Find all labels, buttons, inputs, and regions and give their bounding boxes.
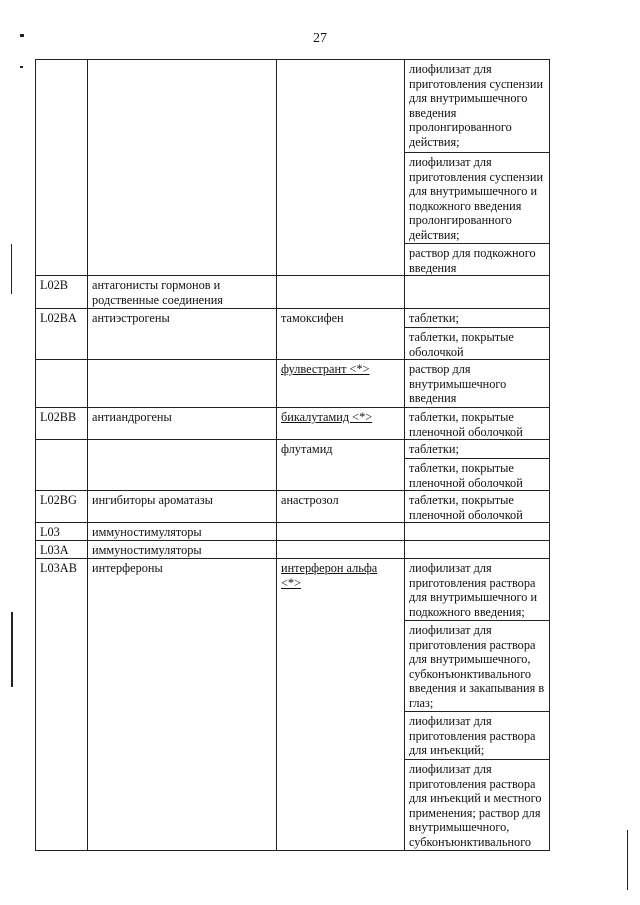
- drug-cell: бикалутамид <*>: [277, 408, 405, 440]
- dosage-form-cell: раствор для внутримышечного введения: [405, 360, 550, 408]
- atc-code-cell: L02B: [36, 276, 88, 309]
- dosage-form-cell: лиофилизат для приготовления раствора для внутримышечного и подкожного введения;: [405, 559, 550, 621]
- dosage-form-cell: таблетки, покрытые пленочной оболочкой: [405, 408, 550, 440]
- atc-code-cell: L02BA: [36, 309, 88, 360]
- drug-cell: [277, 60, 405, 276]
- scan-mark: [11, 244, 12, 294]
- drug-cell: интерферон альфа <*>: [277, 559, 405, 851]
- atc-code-cell: L03: [36, 523, 88, 541]
- scan-mark: [20, 34, 24, 37]
- dosage-form-cell: [405, 523, 550, 541]
- medicines-table: [35, 59, 550, 851]
- atc-code-cell: L03A: [36, 541, 88, 559]
- table-row: [36, 541, 550, 559]
- atc-code-cell: L03AB: [36, 559, 88, 851]
- table-row: [36, 276, 550, 309]
- atc-code-cell: [36, 60, 88, 276]
- table-row: [36, 360, 550, 408]
- dosage-form-cell: раствор для подкожного введения: [405, 244, 550, 276]
- group-cell: антагонисты гормонов и родственные соединения: [88, 276, 277, 309]
- table-row: [36, 309, 550, 328]
- drug-cell: [277, 276, 405, 309]
- dosage-form-cell: таблетки;: [405, 440, 550, 459]
- group-cell: антиандрогены: [88, 408, 277, 440]
- group-cell: антиэстрогены: [88, 309, 277, 360]
- drug-cell: анастрозол: [277, 491, 405, 523]
- dosage-form-cell: таблетки, покрытые пленочной оболочкой: [405, 459, 550, 491]
- drug-cell: тамоксифен: [277, 309, 405, 360]
- dosage-form-cell: лиофилизат для приготовления суспензии для внутримышечного и подкожного введения пролонгированного действия;: [405, 153, 550, 244]
- atc-code-cell: L02BG: [36, 491, 88, 523]
- dosage-form-cell: таблетки, покрытые пленочной оболочкой: [405, 491, 550, 523]
- table-row: [36, 559, 550, 621]
- group-cell: иммуностимуляторы: [88, 541, 277, 559]
- table-row: [36, 491, 550, 523]
- drug-cell: фулвестрант <*>: [277, 360, 405, 408]
- group-cell: [88, 60, 277, 276]
- page-number: 27: [313, 31, 327, 46]
- table-row: [36, 440, 550, 459]
- dosage-form-cell: лиофилизат для приготовления раствора для инъекций;: [405, 712, 550, 760]
- group-cell: интерфероны: [88, 559, 277, 851]
- drug-cell: [277, 523, 405, 541]
- group-cell: иммуностимуляторы: [88, 523, 277, 541]
- dosage-form-cell: [405, 276, 550, 309]
- scan-mark: [627, 830, 628, 890]
- drug-cell: флутамид: [277, 440, 405, 491]
- dosage-form-cell: [405, 541, 550, 559]
- dosage-form-cell: лиофилизат для приготовления раствора для внутримышечного, субконъюнктивального введения и закапывания в глаз;: [405, 621, 550, 712]
- dosage-form-cell: лиофилизат для приготовления раствора для инъекций и местного применения; раствор для внутримышечного, субконъюнктивального: [405, 760, 550, 851]
- atc-code-cell: [36, 360, 88, 408]
- scan-mark: [11, 612, 13, 687]
- atc-code-cell: L02BB: [36, 408, 88, 440]
- dosage-form-cell: лиофилизат для приготовления суспензии для внутримышечного введения пролонгированного действия;: [405, 60, 550, 153]
- table-row: [36, 60, 550, 153]
- table-row: [36, 408, 550, 440]
- table-row: [36, 523, 550, 541]
- group-cell: [88, 440, 277, 491]
- group-cell: [88, 360, 277, 408]
- dosage-form-cell: таблетки;: [405, 309, 550, 328]
- dosage-form-cell: таблетки, покрытые оболочкой: [405, 328, 550, 360]
- scan-mark: [20, 66, 23, 68]
- group-cell: ингибиторы ароматазы: [88, 491, 277, 523]
- atc-code-cell: [36, 440, 88, 491]
- drug-cell: [277, 541, 405, 559]
